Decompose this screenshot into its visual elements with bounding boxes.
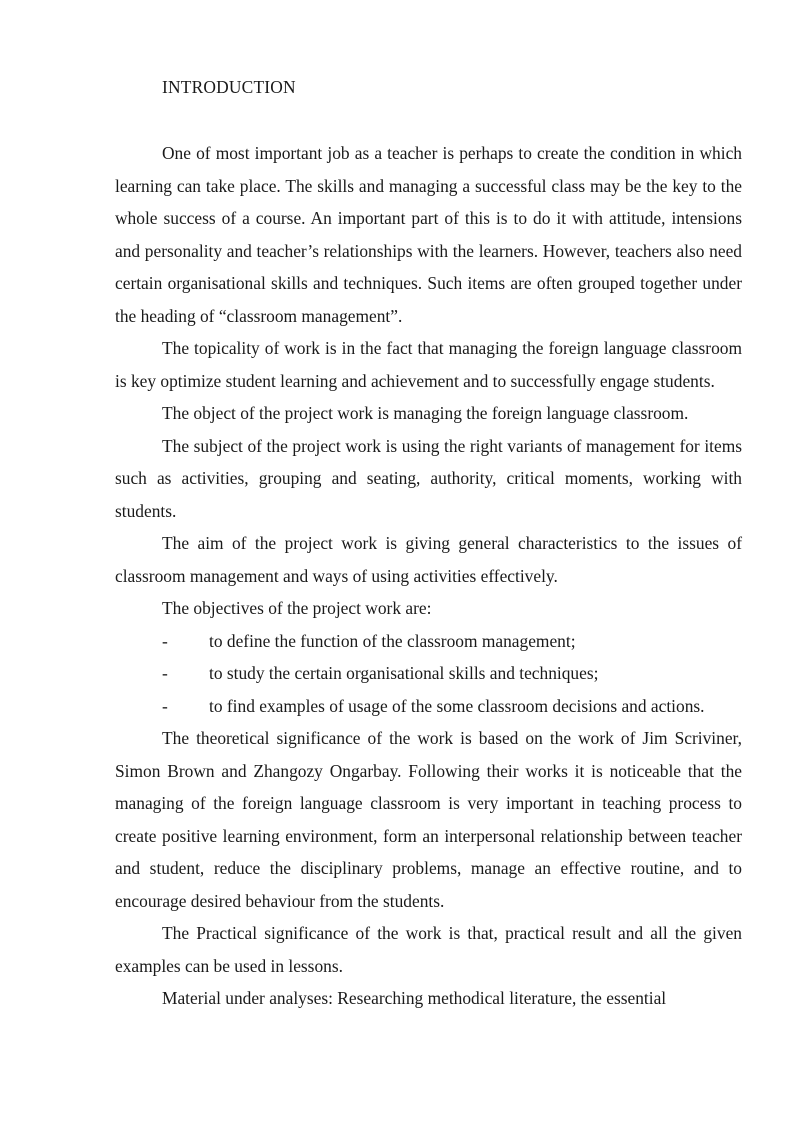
- list-item-text: to find examples of usage of the some classroom decisions and actions.: [209, 695, 705, 716]
- list-marker: -: [162, 663, 168, 683]
- list-item-text: to define the function of the classroom management;: [209, 630, 576, 651]
- paragraph-theoretical-significance: The theoretical significance of the work is based on the work of Jim Scriviner, Simon Brown and Zhangozy Ongarbay. Following their works it is noticeable that the managing of the foreign language classroom is very important in teaching process to create positive learning environment, form an interpersonal relationship between teacher and student, reduce the disciplinary problems, manage an effective routine, and to encourage desired behaviour from the students.: [115, 728, 742, 911]
- section-heading: INTRODUCTION: [162, 77, 296, 97]
- list-marker: -: [162, 630, 168, 651]
- paragraph-topicality: The topicality of work is in the fact that managing the foreign language classroom is key optimize student learning and achievement and to successfully engage students.: [115, 338, 742, 391]
- paragraph-aim: The aim of the project work is giving general characteristics to the issues of classroom management and ways of using activities effectively.: [115, 533, 742, 586]
- list-item: [115, 657, 742, 690]
- paragraph-practical-significance: The Practical significance of the work is that, practical result and all the given examples can be used in lessons.: [115, 923, 742, 976]
- paragraph-intro: One of most important job as a teacher is perhaps to create the condition in which learning can take place. The skills and managing a successful class may be the key to the whole success of a course. An important part of this is to do it with attitude, intensions and personality and teacher’s relationships with the learners. However, teachers also need certain organisational skills and techniques. Such items are often grouped together under the heading of “classroom management”.: [115, 143, 742, 326]
- paragraph-object: The object of the project work is managing the foreign language classroom.: [162, 403, 689, 423]
- list-item-text: to study the certain organisational skills and techniques;: [209, 663, 599, 683]
- objectives-list: [115, 625, 742, 723]
- body-text: [115, 137, 742, 1015]
- list-marker: -: [162, 695, 168, 716]
- paragraph-objectives-intro: The objectives of the project work are:: [162, 598, 432, 618]
- list-item: [115, 625, 742, 658]
- list-item: [115, 690, 742, 723]
- paragraph-subject: The subject of the project work is using the right variants of management for items such as activities, grouping and seating, authority, critical moments, working with students.: [115, 435, 742, 521]
- paragraph-material-under-analyses: Material under analyses: Researching methodical literature, the essential: [162, 988, 667, 1008]
